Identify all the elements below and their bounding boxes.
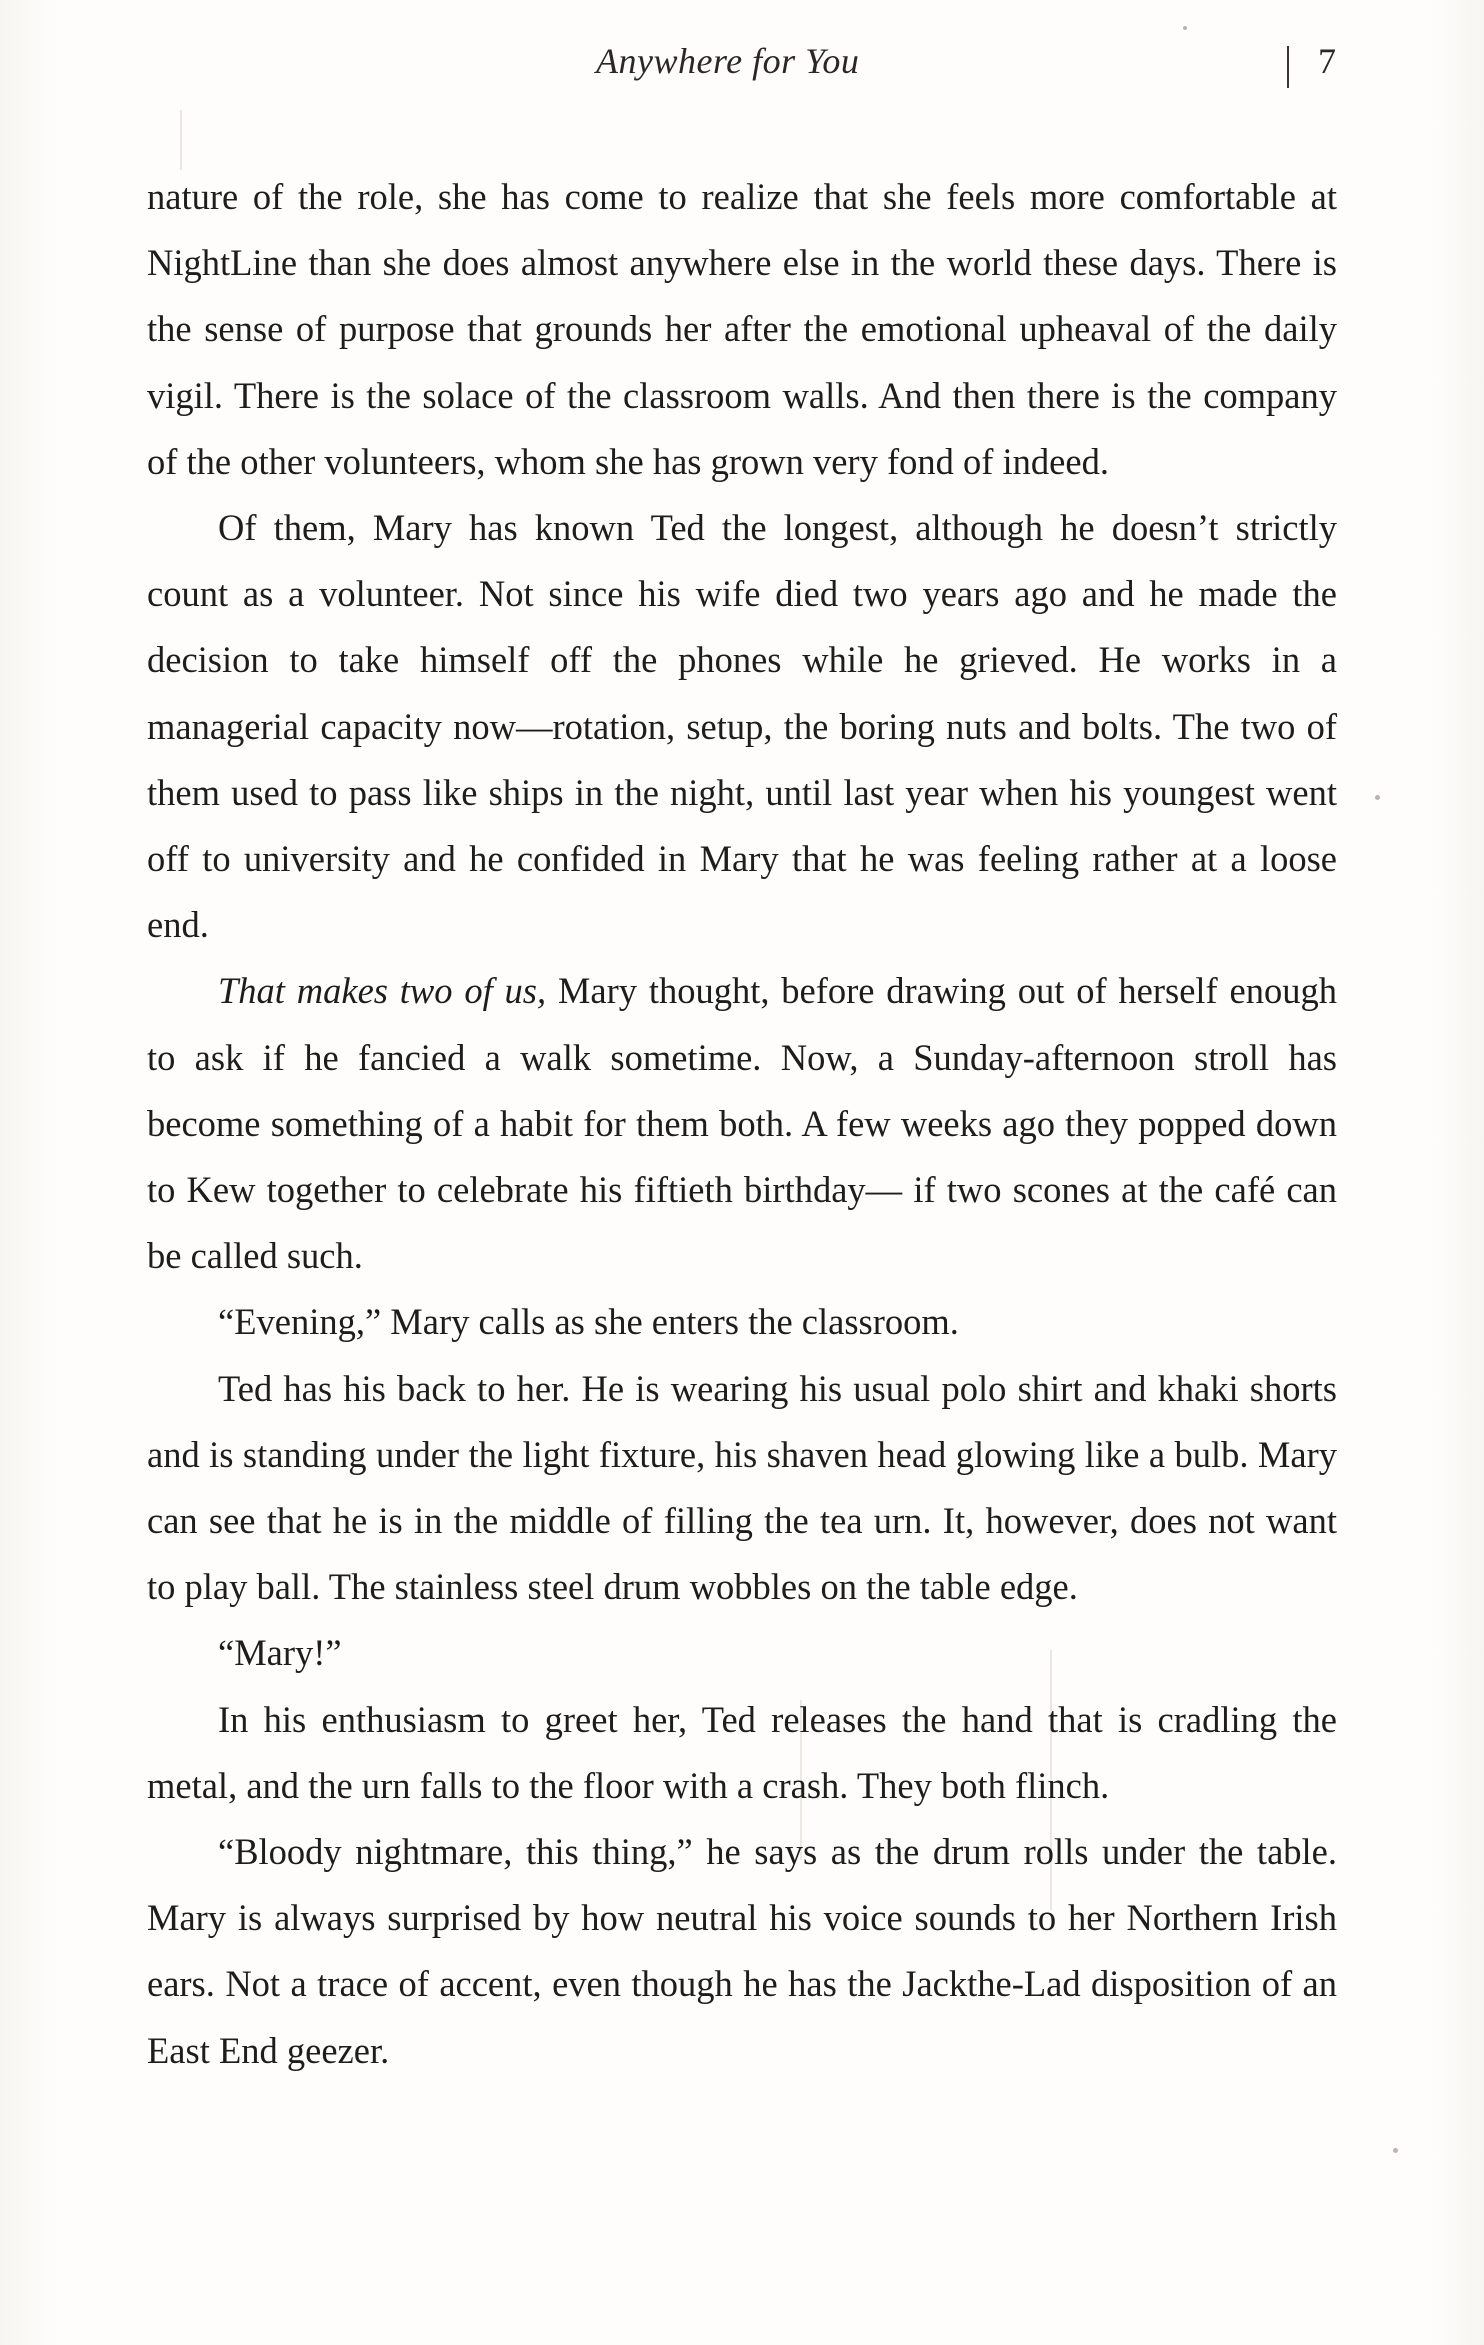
paragraph-1: nature of the role, she has come to realize that she feels more comfortable at NightLine than she does almost anywhere else in the world these days. There is the sense of purpose that grounds her after the emotional upheaval of the daily vigil. There is the solace of the classroom walls. And then there is the company of the other volunteers, whom she has grown very fond of indeed. [147, 176, 1337, 482]
show-through-mark [180, 110, 182, 170]
paper-speck [1375, 795, 1380, 800]
paper-speck [1183, 26, 1187, 30]
paragraph-3-text: Mary thought, before drawing out of herself enough to ask if he fancied a walk sometime. Now, a Sunday-afternoon stroll has become something of a habit for them both. A few weeks ago they popped down to Kew together to celebrate his fiftieth birthday— if two scones at the café can be called such. [147, 970, 1337, 1277]
paragraph-3-italic: That makes two of us, [218, 970, 547, 1012]
paragraph-2: Of them, Mary has known Ted the longest, although he doesn’t strictly count as a volunteer. Not since his wife died two years ago and he made the decision to take himself off the phones while he grieved. He works in a managerial capacity now—rotation, setup, the boring nuts and bolts. The two of them used to pass like ships in the night, until last year when his youngest went off to university and he confided in Mary that he was feeling rather at a loose end. [147, 507, 1337, 946]
paragraph-8: “Bloody nightmare, this thing,” he says as the drum rolls under the table. Mary is always surprised by how neutral his voice sounds to her Northern Irish ears. Not a trace of accent, even though he has the Jackthe-Lad disposition of an East End geezer. [147, 1831, 1337, 2071]
running-head-divider [1287, 46, 1289, 88]
paragraph-7: In his enthusiasm to greet her, Ted releases the hand that is cradling the metal, and the urn falls to the floor with a crash. They both flinch. [147, 1698, 1337, 1806]
page-number: 7 [1318, 41, 1336, 81]
paragraph-3 [147, 958, 1337, 1289]
running-head [0, 40, 1484, 90]
body-text [147, 164, 1337, 2084]
running-head-title: Anywhere for You [596, 41, 860, 81]
paper-speck [1393, 2148, 1398, 2153]
paragraph-4: “Evening,” Mary calls as she enters the classroom. [218, 1301, 959, 1343]
paragraph-6: “Mary!” [218, 1632, 342, 1674]
paragraph-5: Ted has his back to her. He is wearing his usual polo shirt and khaki shorts and is standing under the light fixture, his shaven head glowing like a bulb. Mary can see that he is in the middle of filling the tea urn. It, however, does not want to play ball. The stainless steel drum wobbles on the table edge. [147, 1367, 1337, 1608]
